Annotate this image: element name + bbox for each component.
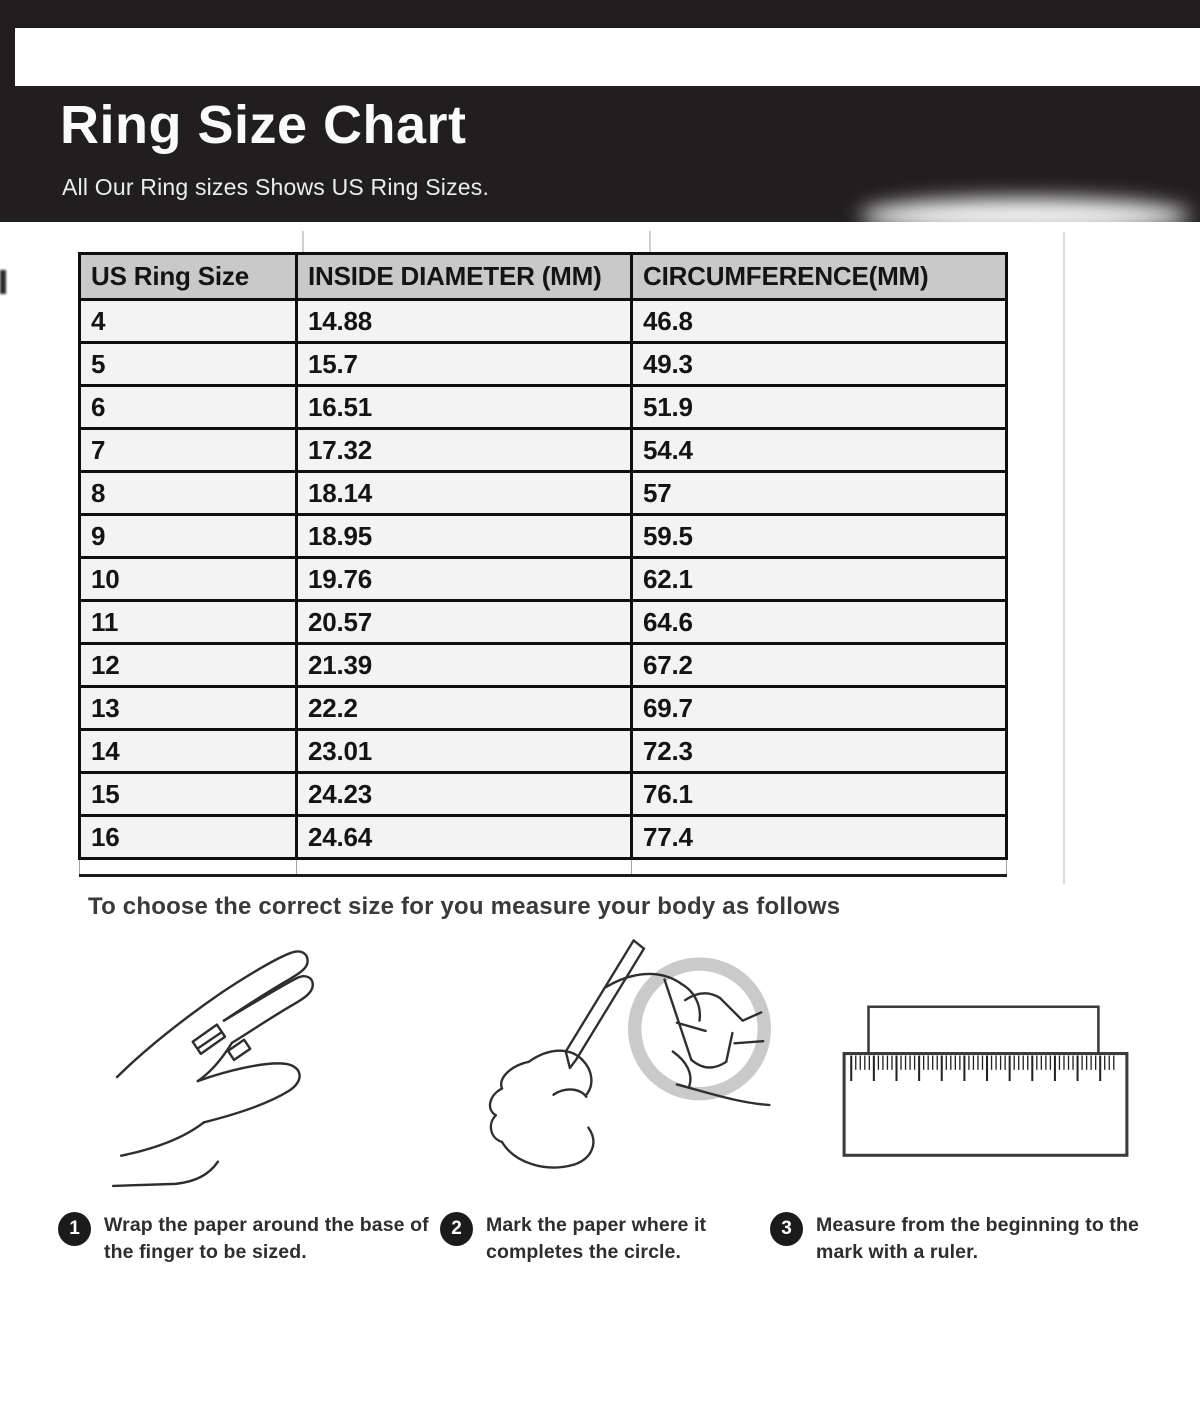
table-row: [80, 429, 1007, 472]
table-cell: 18.14: [297, 472, 632, 515]
table-row: [80, 300, 1007, 343]
step-1: [58, 1212, 434, 1266]
table-cell: 23.01: [297, 730, 632, 773]
table-row: [80, 515, 1007, 558]
table-spacer-cell: [632, 859, 1007, 876]
table-row: [80, 343, 1007, 386]
table-cell: 16: [80, 816, 297, 859]
table-cell: 24.23: [297, 773, 632, 816]
table-cell: 14: [80, 730, 297, 773]
table-cell: 51.9: [632, 386, 1007, 429]
ring-size-table: [78, 252, 1008, 877]
table-row: [80, 386, 1007, 429]
table-cell: 14.88: [297, 300, 632, 343]
table-cell: 76.1: [632, 773, 1007, 816]
table-row: [80, 601, 1007, 644]
step-2: [440, 1212, 758, 1266]
table-cell: 18.95: [297, 515, 632, 558]
table-cell: 19.76: [297, 558, 632, 601]
table-cell: 49.3: [632, 343, 1007, 386]
table-cell: 72.3: [632, 730, 1007, 773]
page-subtitle: All Our Ring sizes Shows US Ring Sizes.: [62, 174, 490, 200]
table-cell: 8: [80, 472, 297, 515]
table-cell: 62.1: [632, 558, 1007, 601]
table-cell: 4: [80, 300, 297, 343]
table-cell: 69.7: [632, 687, 1007, 730]
table-row: [80, 687, 1007, 730]
step-2-badge: 2: [440, 1212, 473, 1246]
table-cell: 7: [80, 429, 297, 472]
step-1-badge: 1: [58, 1212, 91, 1246]
table-row: [80, 730, 1007, 773]
table-cell: 11: [80, 601, 297, 644]
header: [0, 86, 1200, 222]
table-cell: 67.2: [632, 644, 1007, 687]
instructions-heading: To choose the correct size for you measure your body as follows: [88, 893, 841, 920]
table-cell: 12: [80, 644, 297, 687]
ring-size-table-wrap: [78, 252, 1008, 877]
step-3: [770, 1212, 1168, 1266]
page-title: Ring Size Chart: [60, 95, 467, 155]
column-header-inside-diameter: INSIDE DIAMETER (MM): [297, 254, 632, 300]
table-cell: 15: [80, 773, 297, 816]
mark-paper-hands-icon: [430, 930, 790, 1208]
table-row: [80, 472, 1007, 515]
table-cell: 5: [80, 343, 297, 386]
edge-mark-artifact: [0, 270, 6, 294]
table-cell: 6: [80, 386, 297, 429]
table-cell: 9: [80, 515, 297, 558]
table-row: [80, 773, 1007, 816]
column-header-circumference: CIRCUMFERENCE(MM): [632, 254, 1007, 300]
table-cell: 21.39: [297, 644, 632, 687]
table-spacer-cell: [80, 859, 297, 876]
ruler-measure-icon: [838, 998, 1133, 1162]
wrap-finger-hand-icon: [105, 946, 355, 1198]
table-spacer-cell: [297, 859, 632, 876]
table-cell: 64.6: [632, 601, 1007, 644]
step-1-text: Wrap the paper around the base of the finger to be sized.: [104, 1214, 429, 1263]
table-cell: 10: [80, 558, 297, 601]
table-cell: 77.4: [632, 816, 1007, 859]
step-3-text: Measure from the beginning to the mark with a ruler.: [816, 1214, 1139, 1263]
table-cell: 46.8: [632, 300, 1007, 343]
table-cell: 17.32: [297, 429, 632, 472]
table-header-row: [80, 254, 1007, 300]
step-2-text: Mark the paper where it completes the circle.: [486, 1214, 707, 1263]
table-cell: 22.2: [297, 687, 632, 730]
gridline-artifact: [649, 231, 651, 252]
table-cell: 54.4: [632, 429, 1007, 472]
table-spacer-row: [80, 859, 1007, 876]
column-header-us-ring-size: US Ring Size: [80, 254, 297, 300]
table-cell: 24.64: [297, 816, 632, 859]
table-cell: 59.5: [632, 515, 1007, 558]
table-row: [80, 644, 1007, 687]
table-cell: 13: [80, 687, 297, 730]
gridline-artifact: [302, 231, 304, 252]
step-3-badge: 3: [770, 1212, 803, 1246]
table-cell: 15.7: [297, 343, 632, 386]
table-cell: 16.51: [297, 386, 632, 429]
table-cell: 20.57: [297, 601, 632, 644]
table-row: [80, 816, 1007, 859]
page-edge-artifact: [1063, 232, 1065, 884]
table-cell: 57: [632, 472, 1007, 515]
scan-smudge: [860, 198, 1190, 234]
table-row: [80, 558, 1007, 601]
header-white-band: [15, 28, 1200, 86]
